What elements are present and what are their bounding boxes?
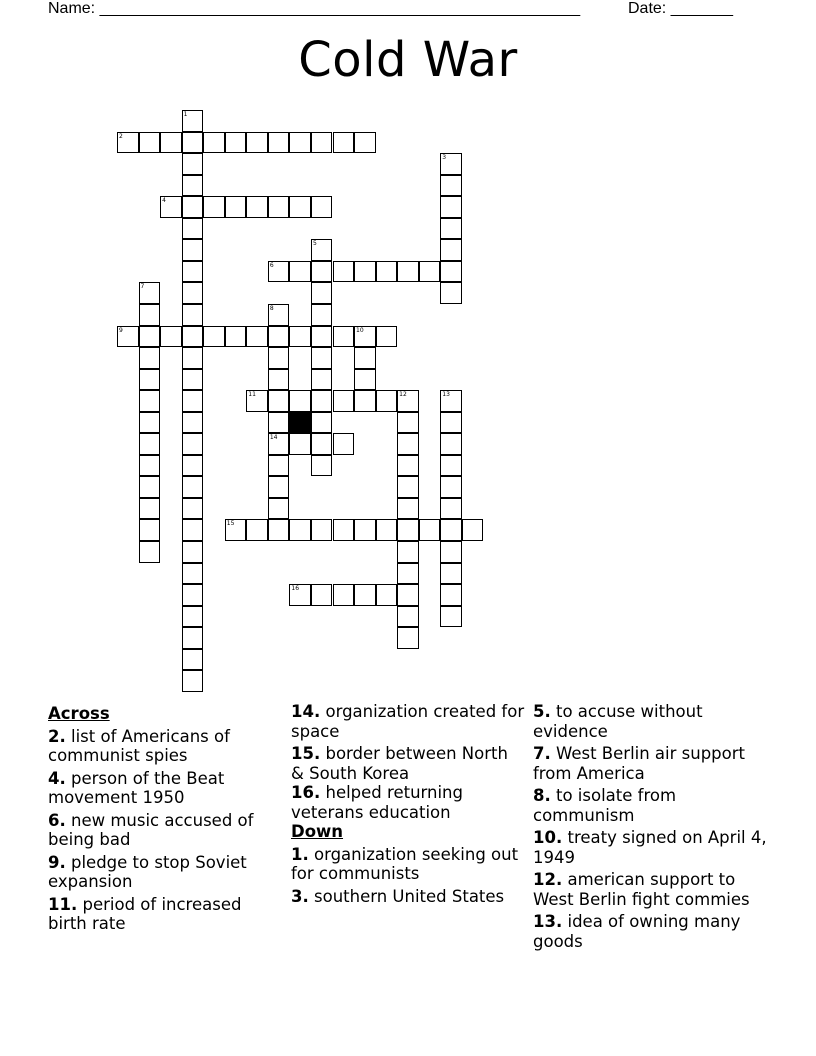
grid-cell[interactable]	[139, 132, 161, 154]
clue-text: american support to West Berlin fight commies	[533, 870, 750, 909]
grid-cell[interactable]	[182, 606, 204, 628]
clue-number-label: 5	[312, 240, 317, 248]
clue-text: idea of owning many goods	[533, 912, 741, 951]
grid-cell[interactable]	[182, 433, 204, 455]
grid-cell[interactable]	[182, 175, 204, 197]
grid-cell[interactable]	[397, 476, 419, 498]
grid-cell[interactable]	[440, 541, 462, 563]
grid-cell[interactable]	[311, 326, 333, 348]
grid-cell[interactable]	[376, 326, 398, 348]
grid-cell[interactable]	[289, 196, 311, 218]
grid-cell[interactable]	[268, 347, 290, 369]
grid-cell[interactable]	[139, 519, 161, 541]
grid-cell[interactable]	[246, 519, 268, 541]
grid-cell[interactable]	[182, 196, 204, 218]
grid-cell[interactable]	[354, 347, 376, 369]
grid-cell[interactable]	[440, 175, 462, 197]
grid-cell[interactable]	[311, 282, 333, 304]
grid-cell[interactable]	[311, 519, 333, 541]
grid-cell[interactable]	[246, 132, 268, 154]
grid-cell[interactable]	[376, 390, 398, 412]
clue-number: 1.	[291, 844, 309, 864]
grid-cell[interactable]	[182, 282, 204, 304]
grid-cell[interactable]	[311, 132, 333, 154]
grid-cell[interactable]	[182, 498, 204, 520]
grid-cell[interactable]	[268, 326, 290, 348]
clue-number: 6.	[48, 810, 66, 830]
grid-cell[interactable]	[397, 541, 419, 563]
grid-cell[interactable]	[397, 390, 419, 412]
grid-cell[interactable]	[117, 132, 139, 154]
grid-cell[interactable]	[139, 390, 161, 412]
grid-cell[interactable]	[289, 326, 311, 348]
grid-cell[interactable]	[268, 498, 290, 520]
clue-down-5	[533, 702, 768, 741]
clue-across-9	[48, 853, 283, 892]
grid-cell[interactable]	[333, 261, 355, 283]
grid-cell[interactable]	[268, 519, 290, 541]
grid-cell[interactable]	[440, 239, 462, 261]
clue-number: 7.	[533, 744, 551, 763]
clue-down-3	[291, 887, 526, 907]
grid-cell[interactable]	[397, 261, 419, 283]
grid-cell[interactable]	[440, 282, 462, 304]
grid-cell[interactable]	[311, 584, 333, 606]
grid-cell[interactable]	[182, 390, 204, 412]
clue-across-14	[291, 702, 526, 741]
clue-number: 11.	[48, 894, 78, 914]
clue-number-label: 14	[269, 434, 278, 442]
clue-number: 16.	[291, 783, 321, 802]
clue-text: person of the Beat movement 1950	[48, 768, 225, 807]
grid-cell[interactable]	[289, 390, 311, 412]
grid-cell[interactable]	[182, 132, 204, 154]
grid-cell[interactable]	[139, 369, 161, 391]
grid-cell[interactable]	[268, 304, 290, 326]
clue-number-label: 1	[183, 111, 188, 118]
grid-cell[interactable]	[225, 326, 247, 348]
grid-cell[interactable]	[333, 519, 355, 541]
clue-number: 5.	[533, 702, 551, 721]
grid-cell[interactable]	[376, 519, 398, 541]
grid-cell[interactable]	[246, 390, 268, 412]
clue-text: list of Americans of communist spies	[48, 726, 230, 765]
grid-cell[interactable]	[182, 649, 204, 671]
grid-cell[interactable]	[117, 326, 139, 348]
grid-cell[interactable]	[203, 196, 225, 218]
grid-cell[interactable]	[354, 519, 376, 541]
grid-cell[interactable]	[139, 282, 161, 304]
clue-text: organization created for space	[291, 702, 525, 741]
clue-text: border between North & South Korea	[291, 744, 508, 783]
grid-cell[interactable]	[397, 519, 419, 541]
grid-cell[interactable]	[139, 326, 161, 348]
grid-cell[interactable]	[440, 390, 462, 412]
clue-down-13	[533, 912, 768, 951]
clue-number-label: 8	[269, 304, 274, 312]
grid-cell[interactable]	[354, 326, 376, 348]
grid-cell[interactable]	[397, 498, 419, 520]
grid-cell[interactable]	[268, 369, 290, 391]
grid-cell[interactable]	[354, 390, 376, 412]
grid-cell[interactable]	[139, 541, 161, 563]
clue-text: organization seeking out for communists	[291, 844, 519, 883]
grid-cell[interactable]	[311, 455, 333, 477]
grid-cell[interactable]	[397, 627, 419, 649]
grid-cell[interactable]	[139, 433, 161, 455]
grid-cell[interactable]	[440, 455, 462, 477]
clue-across-15	[291, 744, 526, 783]
grid-cell[interactable]	[289, 433, 311, 455]
grid-cell[interactable]	[397, 563, 419, 585]
grid-cell[interactable]	[139, 498, 161, 520]
clue-text: to isolate from communism	[533, 786, 677, 825]
grid-cell[interactable]	[182, 670, 204, 692]
clue-number-label: 6	[269, 261, 274, 269]
grid-cell[interactable]	[311, 261, 333, 283]
clue-text: helped returning veterans education	[291, 783, 463, 822]
grid-cell[interactable]	[419, 519, 441, 541]
grid-cell[interactable]	[440, 433, 462, 455]
clue-number-label: 13	[442, 391, 450, 399]
clue-number-label: 15	[226, 520, 235, 528]
across-heading: Across	[48, 704, 110, 723]
grid-cell[interactable]	[419, 261, 441, 283]
grid-cell[interactable]	[182, 476, 204, 498]
grid-cell[interactable]	[397, 433, 419, 455]
grid-cell[interactable]	[376, 261, 398, 283]
grid-cell[interactable]	[354, 132, 376, 154]
grid-cell[interactable]	[182, 326, 204, 348]
clue-down-12	[533, 870, 768, 909]
grid-cell[interactable]	[268, 390, 290, 412]
grid-cell[interactable]	[333, 433, 355, 455]
clue-down-8	[533, 786, 768, 825]
grid-cell[interactable]	[311, 412, 333, 434]
grid-cell[interactable]	[440, 476, 462, 498]
grid-cell[interactable]	[440, 218, 462, 240]
grid-cell[interactable]	[311, 304, 333, 326]
clue-number-label: 12	[399, 391, 407, 399]
grid-cell[interactable]	[311, 347, 333, 369]
clue-number-label: 7	[140, 283, 145, 291]
clue-across-11	[48, 895, 283, 934]
clue-number: 14.	[291, 702, 321, 721]
clue-text: southern United States	[314, 886, 505, 906]
grid-cell[interactable]	[246, 326, 268, 348]
grid-cell[interactable]	[182, 218, 204, 240]
grid-cell[interactable]	[182, 110, 204, 132]
clue-number-label: 9	[119, 326, 123, 334]
grid-cell[interactable]	[376, 584, 398, 606]
grid-cell[interactable]	[333, 132, 355, 154]
grid-cell[interactable]	[203, 326, 225, 348]
clues-column-1	[48, 702, 283, 934]
grid-cell[interactable]	[354, 369, 376, 391]
clue-text: treaty signed on April 4, 1949	[533, 828, 767, 867]
grid-cell[interactable]	[440, 563, 462, 585]
grid-cell[interactable]	[440, 196, 462, 218]
grid-cell[interactable]	[203, 132, 225, 154]
clue-number-label: 4	[162, 197, 166, 205]
clue-text: pledge to stop Soviet expansion	[48, 852, 247, 891]
grid-cell[interactable]	[182, 455, 204, 477]
grid-cell[interactable]	[440, 261, 462, 283]
clue-number-label: 2	[119, 132, 123, 140]
grid-cell[interactable]	[268, 196, 290, 218]
grid-cell[interactable]	[289, 261, 311, 283]
clue-number-label: 3	[442, 154, 447, 162]
grid-cell[interactable]	[397, 412, 419, 434]
grid-cell[interactable]	[246, 196, 268, 218]
clue-across-2	[48, 727, 283, 766]
clue-text: West Berlin air support from America	[533, 744, 746, 783]
grid-cell[interactable]	[268, 412, 290, 434]
grid-cell[interactable]	[462, 519, 484, 541]
grid-cell[interactable]	[333, 584, 355, 606]
clue-across-6	[48, 811, 283, 850]
grid-cell[interactable]	[160, 326, 182, 348]
grid-cell[interactable]	[268, 132, 290, 154]
clue-text: period of increased birth rate	[48, 894, 242, 933]
grid-cell[interactable]	[139, 476, 161, 498]
grid-cell[interactable]	[225, 519, 247, 541]
grid-cell[interactable]	[268, 433, 290, 455]
clue-number: 4.	[48, 768, 66, 788]
clue-number-label: 10	[356, 326, 364, 334]
grid-cell[interactable]	[311, 369, 333, 391]
grid-cell[interactable]	[182, 369, 204, 391]
clue-number: 10.	[533, 828, 563, 847]
grid-cell[interactable]	[182, 239, 204, 261]
grid-cell[interactable]	[311, 196, 333, 218]
grid-cell[interactable]	[354, 261, 376, 283]
grid-cell[interactable]	[225, 196, 247, 218]
down-heading: Down	[291, 822, 344, 841]
clue-number: 8.	[533, 786, 551, 805]
grid-cell[interactable]	[182, 412, 204, 434]
grid-cell[interactable]	[182, 347, 204, 369]
grid-cell[interactable]	[182, 563, 204, 585]
clue-down-10	[533, 828, 768, 867]
grid-cell[interactable]	[397, 606, 419, 628]
grid-cell[interactable]	[440, 606, 462, 628]
grid-cell[interactable]	[289, 584, 311, 606]
clue-number: 2.	[48, 726, 66, 746]
clue-number: 3.	[291, 886, 309, 906]
grid-cell[interactable]	[139, 412, 161, 434]
black-square	[289, 412, 311, 434]
grid-cell[interactable]	[311, 433, 333, 455]
grid-cell[interactable]	[182, 304, 204, 326]
grid-cell[interactable]	[440, 412, 462, 434]
grid-cell[interactable]	[333, 390, 355, 412]
grid-cell[interactable]	[139, 455, 161, 477]
grid-cell[interactable]	[333, 326, 355, 348]
grid-cell[interactable]	[268, 476, 290, 498]
grid-cell[interactable]	[354, 584, 376, 606]
grid-cell[interactable]	[440, 153, 462, 175]
grid-cell[interactable]	[268, 455, 290, 477]
grid-cell[interactable]	[311, 390, 333, 412]
grid-cell[interactable]	[440, 584, 462, 606]
clue-down-7	[533, 744, 768, 783]
clue-number: 13.	[533, 912, 563, 931]
clues-column-2	[291, 702, 526, 906]
grid-cell[interactable]	[139, 304, 161, 326]
name-field: Name: ______________________________________________________	[48, 0, 581, 17]
grid-cell[interactable]	[182, 519, 204, 541]
grid-cell[interactable]	[160, 196, 182, 218]
page-title: Cold War	[298, 32, 518, 88]
clue-down-1	[291, 845, 526, 884]
grid-cell[interactable]	[182, 627, 204, 649]
clue-number: 9.	[48, 852, 66, 872]
clue-number-label: 16	[291, 585, 300, 593]
clue-number-label: 11	[248, 391, 256, 399]
grid-cell[interactable]	[160, 132, 182, 154]
grid-cell[interactable]	[397, 455, 419, 477]
grid-cell[interactable]	[268, 261, 290, 283]
grid-cell[interactable]	[182, 261, 204, 283]
grid-cell[interactable]	[182, 541, 204, 563]
grid-cell[interactable]	[289, 132, 311, 154]
date-field: Date: _______	[628, 0, 733, 17]
clue-across-16	[291, 783, 526, 822]
clues-column-3	[533, 702, 768, 951]
grid-cell[interactable]	[225, 132, 247, 154]
grid-cell[interactable]	[182, 153, 204, 175]
grid-cell[interactable]	[440, 498, 462, 520]
clue-text: new music accused of being bad	[48, 810, 254, 849]
clue-number: 15.	[291, 744, 321, 763]
clue-across-4	[48, 769, 283, 808]
grid-cell[interactable]	[311, 239, 333, 261]
grid-cell[interactable]	[397, 584, 419, 606]
grid-cell[interactable]	[139, 347, 161, 369]
grid-cell[interactable]	[289, 519, 311, 541]
grid-cell[interactable]	[182, 584, 204, 606]
clue-number: 12.	[533, 870, 563, 889]
clue-text: to accuse without evidence	[533, 702, 703, 741]
grid-cell[interactable]	[440, 519, 462, 541]
